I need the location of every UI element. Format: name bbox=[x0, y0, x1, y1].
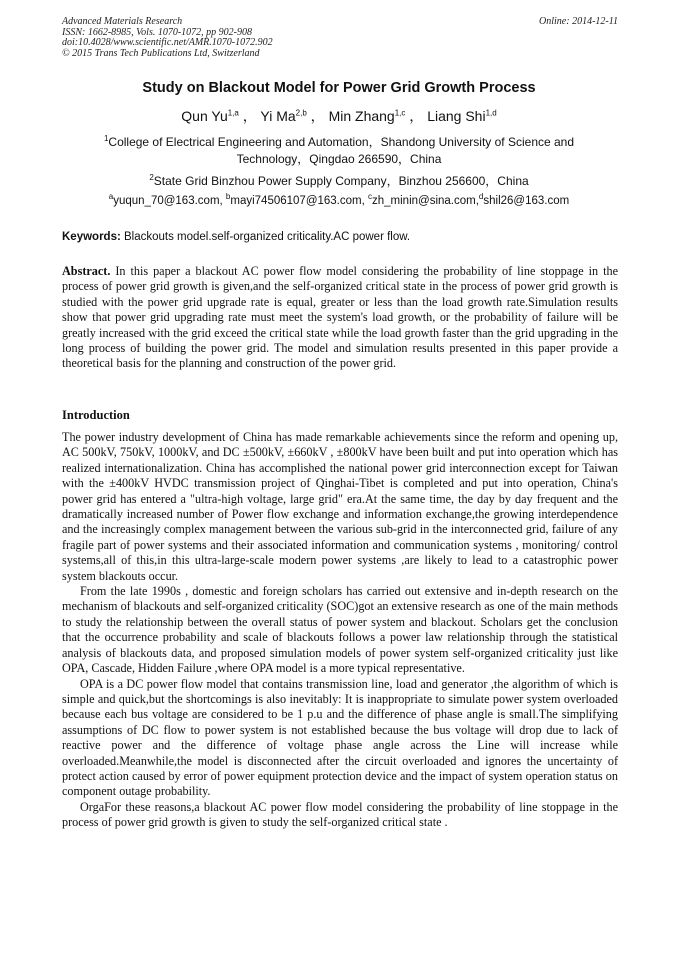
online-date: Online: 2014-12-11 bbox=[539, 16, 618, 27]
affiliation-1 bbox=[80, 134, 598, 167]
email-list bbox=[0, 192, 678, 207]
affiliation-sup: 1 bbox=[103, 134, 109, 143]
email-sup: b bbox=[225, 192, 231, 202]
email-sup: c bbox=[368, 192, 372, 202]
abstract-label: Abstract. bbox=[62, 264, 111, 278]
affiliation-text: State Grid Binzhou Power Supply Company，Binzhou 256600，China bbox=[153, 174, 529, 188]
email-address: shil26@163.com bbox=[483, 195, 570, 207]
email-sup: d bbox=[478, 192, 484, 202]
keywords-label: Keywords: bbox=[62, 231, 121, 243]
email-address: yuqun_70@163.com, bbox=[113, 195, 226, 207]
paragraph: From the late 1990s , domestic and foreign scholars has carried out extensive and in-depth research on the mechanism of blackouts and self-organized criticality (SOC)got an extensive research as one of the main methods to study the relationship between the overall status of power system and blackout. Scholars get the conclusion that the occurrence probability and scale of blackouts follows a power law relationship through the statistical analysis of blackouts data, and proposed simulation models of power system self-organized criticality just like OPA, Cascade, Hidden Failure ,where OPA model is a more typical representative. bbox=[62, 584, 618, 676]
keywords bbox=[62, 231, 618, 243]
author-sup: 2,b bbox=[295, 108, 307, 118]
copyright-line: © 2015 Trans Tech Publications Ltd, Switzerland bbox=[62, 47, 260, 59]
author-name: Qun Yu bbox=[181, 108, 228, 124]
email-sup: a bbox=[108, 192, 114, 202]
abstract-text: In this paper a blackout AC power flow model considering the probability of line stoppage in the process of power grid growth is given,and the self-organized critical state in the process of power grid growth is studied with the power grid upgrade rate is equal, greater or less than the load growth rate.Simulation results show that power grid upgrading rate must meet the system's load growth, or the probability of failure will be greatly increased with the grid exceed the critical state while the load growth faster than the grid upgrading in the long process of building the power grid. The model and simulation results presented in this paper provide a theoretical basis for the planning and construction of the power grid. bbox=[62, 264, 618, 371]
author-list bbox=[0, 106, 678, 126]
email-address: mayi74506107@163.com, bbox=[230, 195, 368, 207]
journal-name: Advanced Materials Research bbox=[62, 16, 183, 27]
author-sup: 1,a bbox=[227, 108, 239, 118]
paper-title: Study on Blackout Model for Power Grid Growth Process bbox=[142, 80, 536, 96]
introduction-heading: Introduction bbox=[62, 408, 130, 422]
affiliation-2 bbox=[80, 173, 598, 190]
introduction-body bbox=[62, 430, 618, 831]
author-separator: ， bbox=[306, 108, 329, 124]
author-sup: 1,c bbox=[394, 108, 406, 118]
author-separator: ， bbox=[405, 108, 428, 124]
keywords-text: Blackouts model.self-organized criticality.AC power flow. bbox=[120, 231, 411, 243]
affiliation-text: College of Electrical Engineering and Automation，Shandong University of Science and Technology，Qingdao 266590，China bbox=[108, 135, 575, 166]
paragraph: The power industry development of China has made remarkable achievements since the reform and opening up, AC 500kV, 750kV, 1000kV, and DC ±500kV, ±660kV , ±800kV have been built and put into operation which has realized internationalization. China has accomplished the national power grid interconnection except for Taiwan with the ±400kV HVDC transmission project of Qinghai-Tibet is completed and put into operation, China's power grid has entered a "ultra-high voltage, large grid" era.At the same time, the day by day frequent and the dramatically increased number of Power flow exchange and information exchange,the growing interdependence and the increasingly complex management between the various sub-grid in the interconnected grid, failure of any fragile part of power systems and their associated information and communication systems , monitoring/ control systems,all of this,in this ultra-large-scale modern power systems ,are likely to lead to a catastrophic power system blackouts occur. bbox=[62, 430, 618, 583]
doi-line: doi:10.4028/www.scientific.net/AMR.1070-1072.902 bbox=[62, 37, 273, 49]
abstract bbox=[62, 264, 618, 372]
author-name: Yi Ma bbox=[260, 108, 296, 124]
author-name: Liang Shi bbox=[427, 108, 486, 124]
author-name: Min Zhang bbox=[328, 108, 395, 124]
author-separator: ， bbox=[238, 108, 261, 124]
email-address: zh_minin@sina.com, bbox=[372, 195, 479, 207]
paragraph: OrgaFor these reasons,a blackout AC power flow model considering the probability of line stoppage in the process of power grid growth is given to study the self-organized critical state . bbox=[62, 799, 618, 830]
affiliation-sup: 2 bbox=[149, 173, 154, 182]
issn-line: ISSN: 1662-8985, Vols. 1070-1072, pp 902-908 bbox=[62, 26, 252, 38]
author-sup: 1,d bbox=[485, 108, 497, 118]
paragraph: OPA is a DC power flow model that contains transmission line, load and generator ,the algorithm of which is simple and quick,but the shortcomings is also inevitably: It is inappropriate to simulate power system overloaded because each bus voltage are considered to be 1 p.u and the difference of phase angle is small.The simplifying assumptions of DC flow to power system is not established because the bus voltage will drop due to lack of reactive power and the difference of voltage phase angle across the Line will increase while overloaded.Meanwhile,the model is disconnected after the circuit overloaded and ignores the uncertainty of protect action caused by error of power equipment protection device and the impact of system operation status on component outage probability. bbox=[62, 676, 618, 799]
journal-header bbox=[62, 17, 618, 59]
